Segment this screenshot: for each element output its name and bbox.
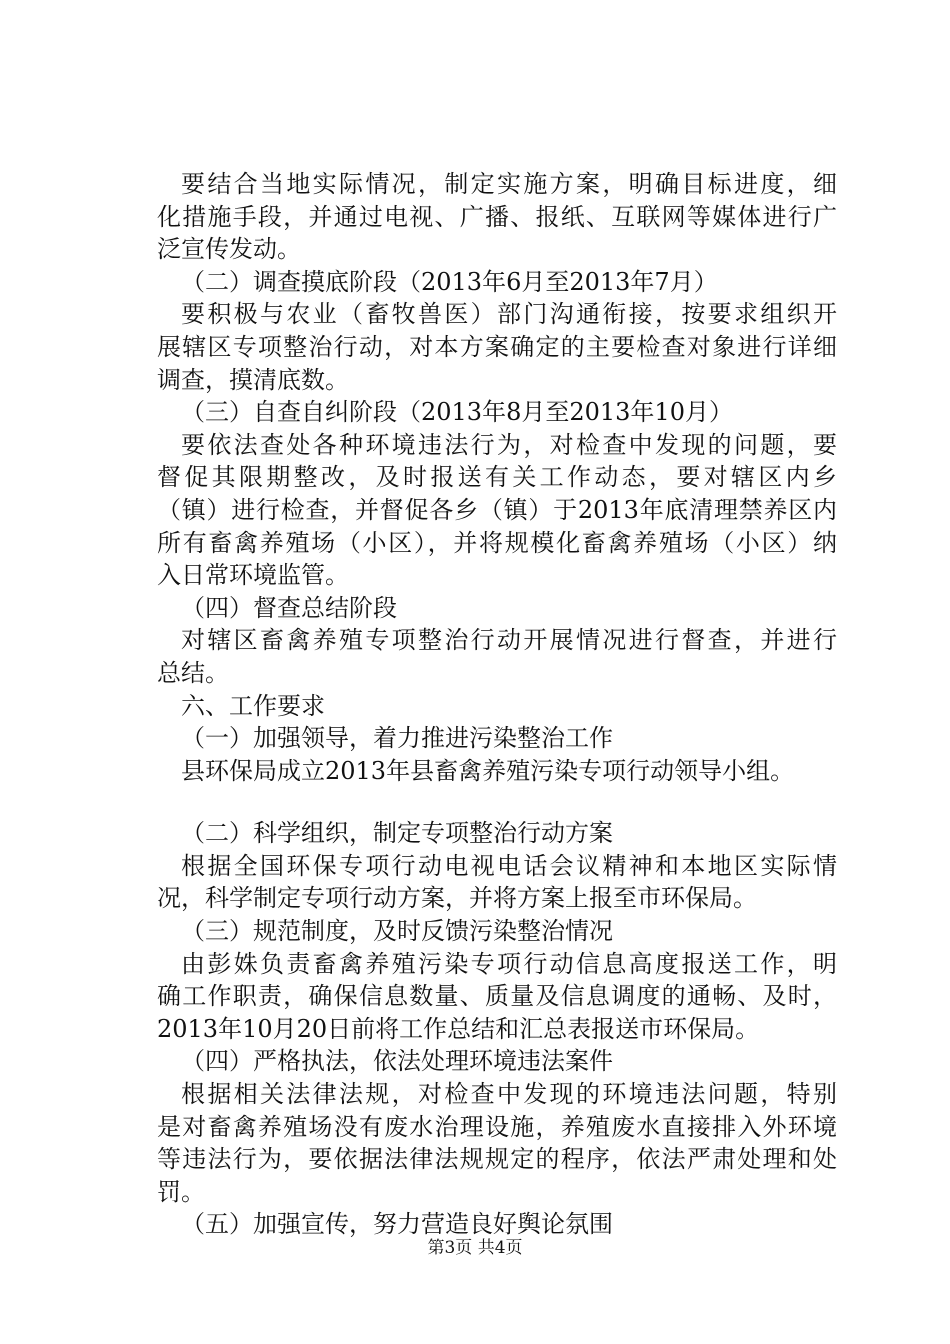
- page-number-footer: 第3页 共4页: [427, 1238, 523, 1258]
- paragraph-line: 展辖区专项整治行动，对本方案确定的主要检查对象进行详细: [157, 332, 837, 361]
- paragraph-line: 总结。: [157, 658, 229, 687]
- paragraph-line: 入日常环境监管。: [157, 561, 349, 590]
- paragraph-line: 根据全国环保专项行动电视电话会议精神和本地区实际情: [181, 851, 837, 880]
- paragraph-line: 根据相关法律法规，对检查中发现的环境违法问题，特别: [181, 1080, 837, 1109]
- paragraph-line: 督促其限期整改，及时报送有关工作动态，要对辖区内乡: [157, 463, 837, 492]
- section-heading: （四）督查总结阶段: [181, 593, 397, 622]
- paragraph-line: 县环保局成立2013年县畜禽养殖污染专项行动领导小组。: [181, 756, 795, 785]
- paragraph-line: 罚。: [157, 1177, 205, 1206]
- paragraph-line: 所有畜禽养殖场（小区），并将规模化畜禽养殖场（小区）纳: [157, 528, 837, 557]
- document-body: [157, 168, 837, 1241]
- paragraph-line: 对辖区畜禽养殖专项整治行动开展情况进行督查，并进行: [181, 626, 837, 655]
- section-heading: （一）加强领导，着力推进污染整治工作: [181, 724, 613, 753]
- section-heading: （二）调查摸底阶段（2013年6月至2013年7月）: [181, 267, 718, 296]
- section-heading: （五）加强宣传，努力营造良好舆论氛围: [181, 1210, 613, 1239]
- paragraph-line: 由彭姝负责畜禽养殖污染专项行动信息高度报送工作，明: [181, 949, 837, 978]
- paragraph-line: （镇）进行检查，并督促各乡（镇）于2013年底清理禁养区内: [157, 495, 837, 524]
- paragraph-line: 况，科学制定专项行动方案，并将方案上报至市环保局。: [157, 884, 757, 913]
- paragraph-line: 化措施手段，并通过电视、广播、报纸、互联网等媒体进行广: [157, 202, 837, 231]
- paragraph-line: 等违法行为，要依据法律法规规定的程序，依法严肃处理和处: [157, 1145, 837, 1174]
- paragraph-line: 是对畜禽养殖场没有废水治理设施，养殖废水直接排入外环境: [157, 1112, 837, 1141]
- paragraph-line: 确工作职责，确保信息数量、质量及信息调度的通畅、及时，: [157, 982, 837, 1011]
- blank-line: [157, 787, 837, 817]
- chapter-heading: 六、工作要求: [181, 691, 325, 720]
- section-heading: （二）科学组织，制定专项整治行动方案: [181, 819, 613, 848]
- paragraph-line: 泛宣传发动。: [157, 235, 301, 264]
- paragraph-line: 要依法查处各种环境违法行为，对检查中发现的问题，要: [181, 430, 837, 459]
- section-heading: （三）自查自纠阶段（2013年8月至2013年10月）: [181, 398, 733, 427]
- paragraph-line: 要积极与农业（畜牧兽医）部门沟通衔接，按要求组织开: [181, 300, 837, 329]
- paragraph-line: 2013年10月20日前将工作总结和汇总表报送市环保局。: [157, 1014, 760, 1043]
- section-heading: （四）严格执法，依法处理环境违法案件: [181, 1047, 613, 1076]
- section-heading: （三）规范制度，及时反馈污染整治情况: [181, 917, 613, 946]
- paragraph-line: 要结合当地实际情况，制定实施方案，明确目标进度，细: [181, 170, 837, 198]
- paragraph-line: 调查，摸清底数。: [157, 365, 349, 394]
